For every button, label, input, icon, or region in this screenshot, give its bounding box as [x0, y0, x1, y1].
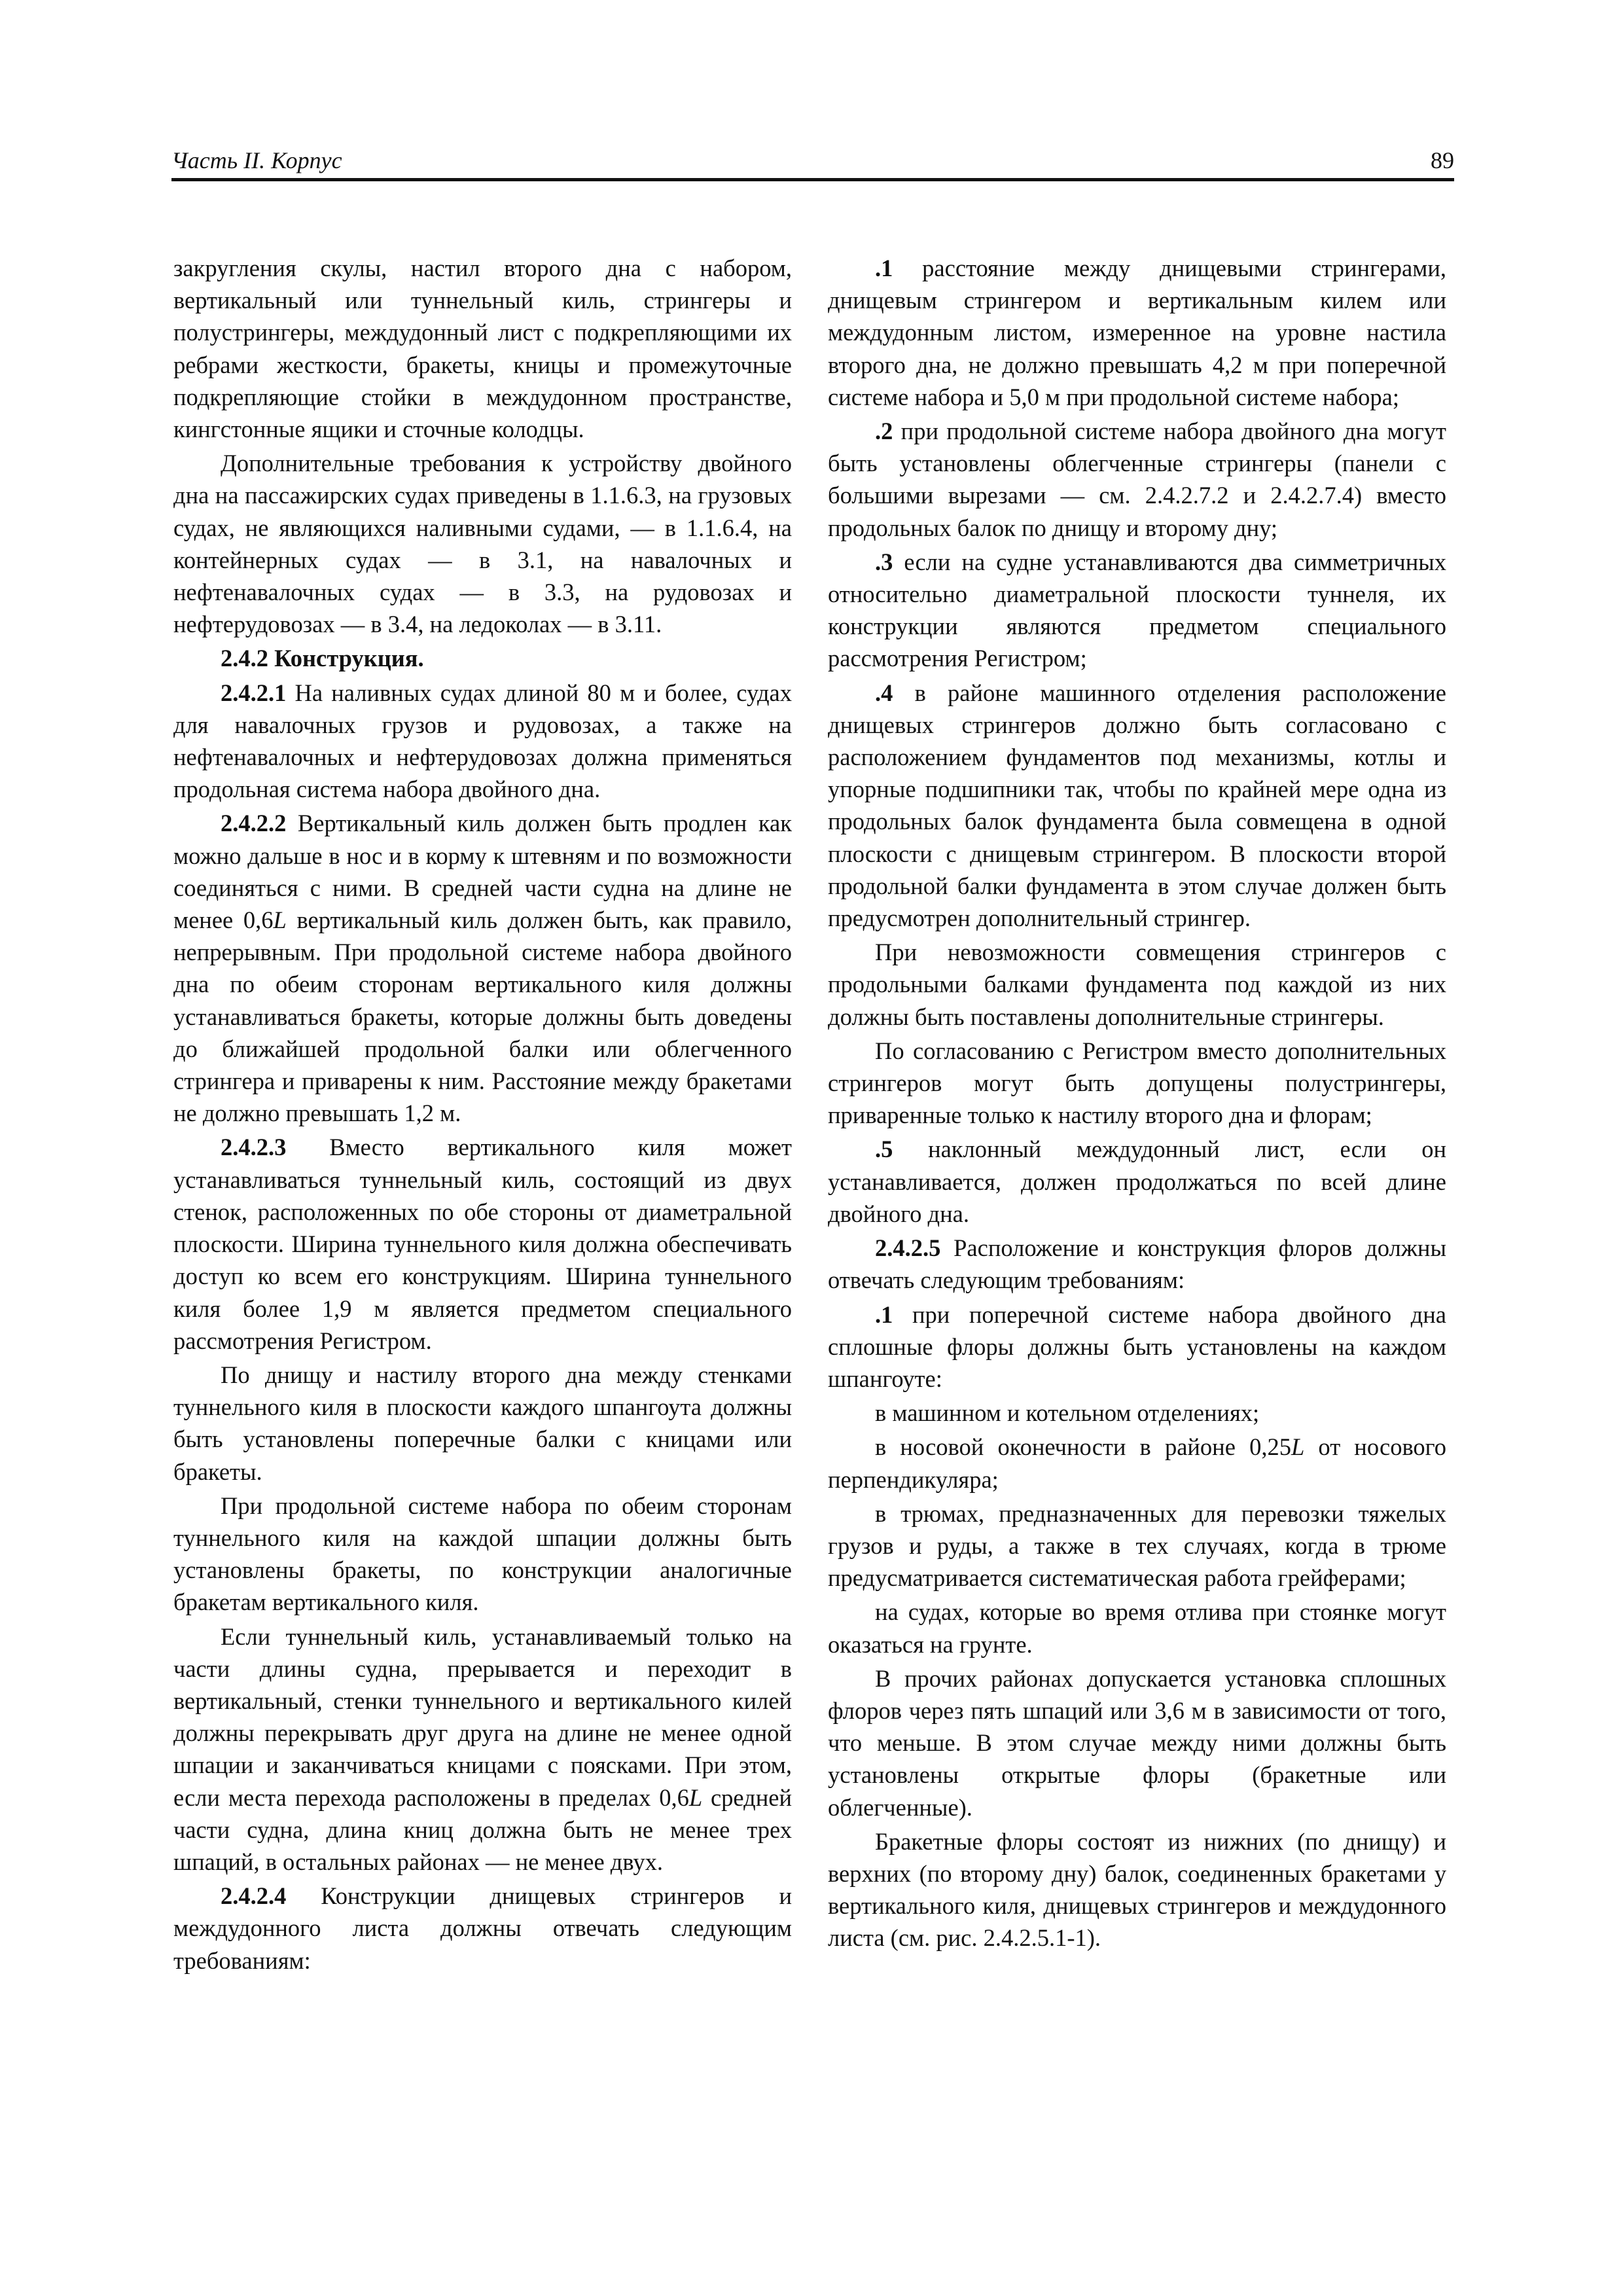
list-item: .2 при продольной системе набора двойного дна могут быть установлены облегченные стрингеры (панели с большими вырезами — см. 2.4.2.7.2 и 2.4.2.7.4) вместо продольных балок по днищу и второму дну;	[828, 418, 1446, 541]
list-item: .1 при поперечной системе набора двойного дна сплошные флоры должны быть установлены на каждом шпангоуте:	[828, 1300, 1446, 1392]
header-title: Часть II. Корпус	[171, 147, 342, 173]
list-item: в трюмах, предназначенных для перевозки тяжелых грузов и руды, а также в тех случаях, когда в трюме предусматривается систематическая работа грейферами;	[828, 1499, 1446, 1592]
list-item: .1 расстояние между днищевыми стрингерами, днищевым стрингером и вертикальным килем или междудонным листом, измеренное на уровне настила второго дна, не должно превышать 4,2 м при поперечной системе набора и 5,0 м при продольной системе набора;	[828, 255, 1446, 410]
paragraph: При продольной системе набора по обеим сторонам туннельного киля на каждой шпации должны быть установлены бракеты, по конструкции аналогичные бракетам вертикального киля.	[173, 1492, 792, 1616]
list-item: в носовой оконечности в районе 0,25L от носового перпендикуляра;	[828, 1433, 1446, 1493]
list-item: .5 наклонный междудонный лист, если он устанавливается, должен продолжаться по всей длине двойного дна.	[828, 1136, 1446, 1227]
list-item: .3 если на судне устанавливаются два симметричных относительно диаметральной плоскости туннеля, их конструкции являются предметом специального рассмотрения Регистром;	[828, 548, 1446, 672]
clause-2-4-2-2: 2.4.2.2 Вертикальный киль должен быть продлен как можно дальше в нос и в корму к штевням и по возможности соединяться с ними. В средней части судна на длине не менее 0,6L вертикальный киль должен быть, как правило, непрерывным. При продольной системе набора двойного дна по обеим сторонам вертикального киля должны устанавливаться бракеты, которые должны быть доведены до ближайшей продольной балки или облегченного стрингера и приварены к ним. Расстояние между бракетами не должно превышать 1,2 м.	[173, 810, 792, 1127]
clause-2-4-2-4: 2.4.2.4 Конструкции днищевых стрингеров и междудонного листа должны отвечать следующим требованиям:	[173, 1882, 792, 1974]
paragraph: Если туннельный киль, устанавливаемый только на части длины судна, прерывается и переходит в вертикальный, стенки туннельного и вертикального килей должны перекрывать друг друга на длине не менее одной шпации и заканчиваться кницами с поясками. При этом, если места перехода расположены в пределах 0,6L средней части судна, длина книц должна быть не менее трех шпаций, в остальных районах — не менее двух.	[173, 1623, 792, 1875]
right-column	[828, 252, 1446, 1956]
paragraph: закругления скулы, настил второго дна с набором, вертикальный или туннельный киль, стрингеры и полустрингеры, междудонный лист с подкрепляющими их ребрами жесткости, бракеты, кницы и промежуточные подкрепляющие стойки в междудонном пространстве, кингстонные ящики и сточные колодцы.	[173, 255, 792, 443]
clause-2-4-2-3: 2.4.2.3 Вместо вертикального киля может устанавливаться туннельный киль, состоящий из двух стенок, расположенных по обе стороны от диаметральной плоскости. Ширина туннельного киля должна обеспечивать доступ ко всем его конструкциям. Ширина туннельного киля более 1,9 м является предметом специального рассмотрения Регистром.	[173, 1134, 792, 1354]
section-heading-2-4-2: 2.4.2 Конструкция.	[221, 645, 424, 672]
paragraph: Бракетные флоры состоят из нижних (по днищу) и верхних (по второму дну) балок, соединенных бракетами у вертикального киля, днищевых стрингеров и междудонного листа (см. рис. 2.4.2.5.1-1).	[828, 1827, 1446, 1952]
paragraph: Дополнительные требования к устройству двойного дна на пассажирских судах приведены в 1.1.6.3, на грузовых судах, не являющихся наливными судами, — в 1.1.6.4, на контейнерных судах — в 3.1, на навалочных и нефтенавалочных судах — в 3.3, на рудовозах и нефтерудовозах — в 3.4, на ледоколах — в 3.11.	[173, 450, 792, 638]
left-column	[173, 252, 792, 1979]
paragraph: По согласованию с Регистром вместо дополнительных стрингеров могут быть допущены полустрингеры, приваренные только к настилу второго дна и флорам;	[828, 1037, 1446, 1129]
page-number: 89	[1431, 147, 1454, 173]
clause-2-4-2-1: 2.4.2.1 На наливных судах длиной 80 м и более, судах для навалочных грузов и рудовозах, а также на нефтенавалочных и нефтерудовозах должна применяться продольная система набора двойного дна.	[173, 679, 792, 803]
paragraph: В прочих районах допускается установка сплошных флоров через пять шпаций или 3,6 м в зависимости от того, что меньше. В этом случае между ними должны быть установлены открытые флоры (бракетные или облегченные).	[828, 1664, 1446, 1821]
list-item: .4 в районе машинного отделения расположение днищевых стрингеров должно быть согласовано с расположением фундаментов под механизмы, котлы и упорные подшипники так, чтобы по крайней мере одна из продольных балок фундамента была совмещена в одной плоскости с днищевым стрингером. В плоскости второй продольной балки фундамента в этом случае должен быть предусмотрен дополнительный стрингер.	[828, 679, 1446, 932]
clause-2-4-2-5: 2.4.2.5 Расположение и конструкция флоров должны отвечать следующим требованиям:	[828, 1234, 1446, 1294]
list-item: в машинном и котельном отделениях;	[875, 1399, 1260, 1427]
paragraph: По днищу и настилу второго дна между стенками туннельного киля в плоскости каждого шпангоута должны быть установлены поперечные балки с кницами или бракеты.	[173, 1361, 792, 1485]
list-item: на судах, которые во время отлива при стоянке могут оказаться на грунте.	[828, 1598, 1446, 1658]
paragraph: При невозможности совмещения стрингеров с продольными балками фундамента под каждой из них должны быть поставлены дополнительные стрингеры.	[828, 939, 1446, 1030]
running-header	[171, 145, 1454, 181]
